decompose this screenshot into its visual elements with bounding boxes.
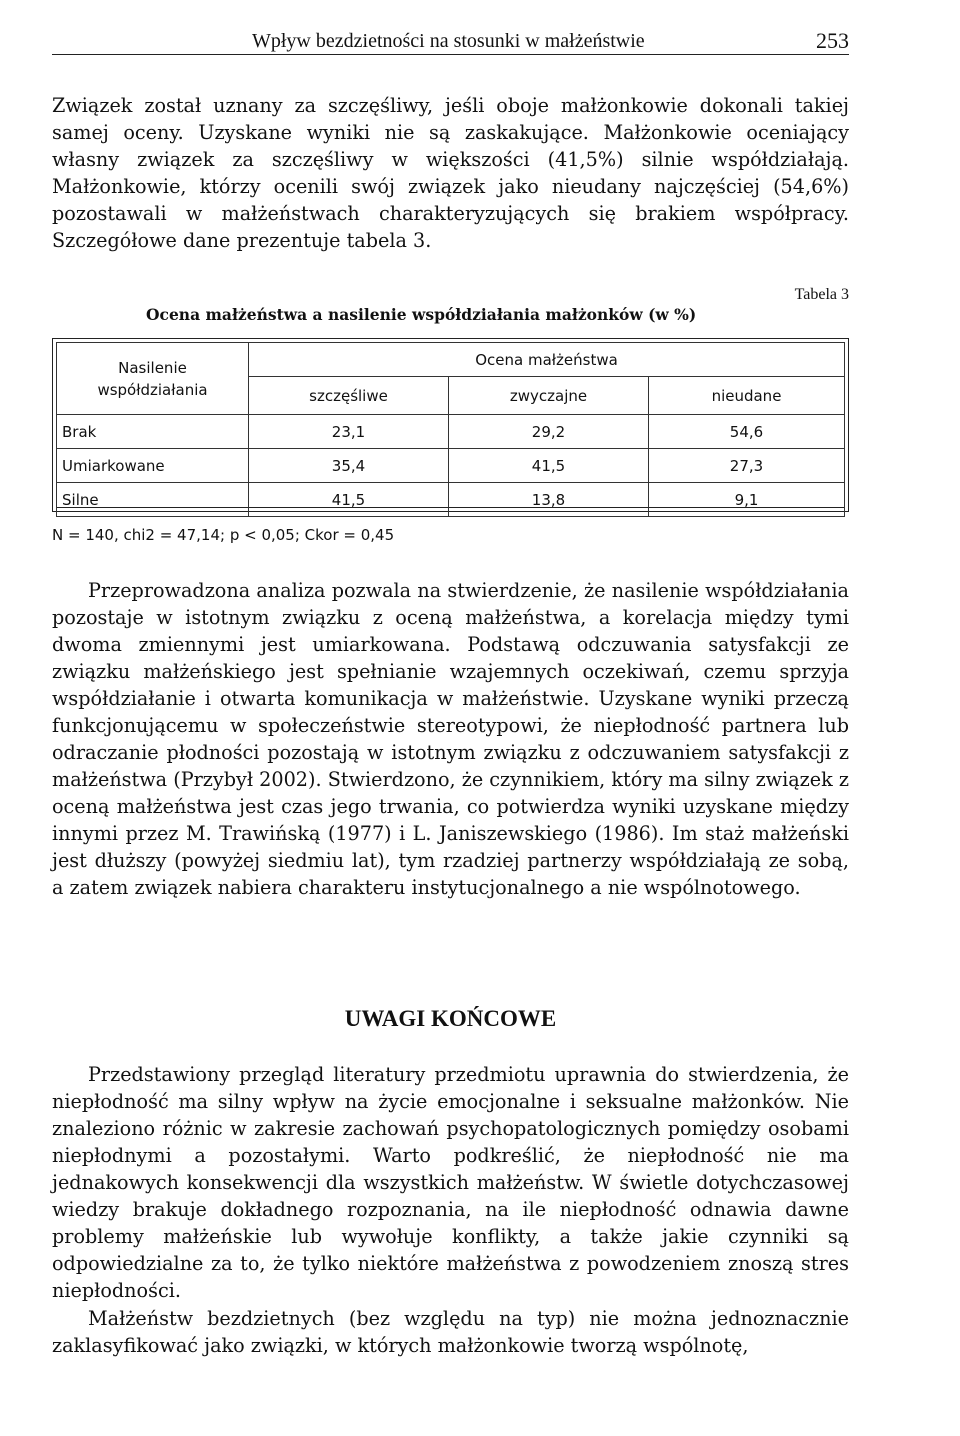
row-label: Silne: [57, 483, 249, 517]
table-cell: 29,2: [449, 415, 649, 449]
running-title: Wpływ bezdzietności na stosunki w małżeństwie: [252, 30, 645, 52]
row-header-cell: Nasilenie współdziałania: [57, 343, 249, 415]
column-header: nieudane: [649, 377, 845, 415]
paragraph-conclusions: Przedstawiony przegląd literatury przedmiotu uprawnia do stwierdzenia, że niepłodność ma silny wpływ na życie emocjonalne i seksualne małżonków. Nie znaleziono różnic w zakresie zachowań psychopatologicznych pomiędzy osobami niepłodnymi a pozostałymi. Warto podkreślić, że niepłodność nie ma jednakowych konsekwencji dla wszystkich małżeństw. W świetle dotychczasowej wiedzy brakuje dokładnego rozpoznania, na ile niepłodność odnawia dawne problemy małżeńskie lub wywołuje konflikty, a także jakie czynniki są odpowiedzialne za to, że tylko niektóre małżeństwa z powodzeniem znoszą stres niepłodności.: [52, 1063, 849, 1302]
paragraph-continuation: Małżeństw bezdzietnych (bez względu na typ) nie można jednoznacznie zaklasyfikować jako związki, w których małżonkowie tworzą wspólnotę,: [52, 1307, 849, 1357]
page-number: 253: [816, 28, 849, 53]
table-cell: 13,8: [449, 483, 649, 517]
table-stats-note: N = 140, chi2 = 47,14; p < 0,05; Ckor = 0,45: [52, 526, 395, 544]
table-cell: 35,4: [249, 449, 449, 483]
table-cell: 54,6: [649, 415, 845, 449]
row-label: Brak: [57, 415, 249, 449]
table-cell: 41,5: [449, 449, 649, 483]
table-row: [57, 483, 845, 517]
table-frame: [52, 338, 849, 512]
table-number: Tabela 3: [794, 286, 849, 303]
table-cell: 23,1: [249, 415, 449, 449]
column-header: szczęśliwe: [249, 377, 449, 415]
group-header-cell: Ocena małżeństwa: [249, 343, 845, 377]
paragraph-intro: Związek został uznany za szczęśliwy, jeśli oboje małżonkowie dokonali takiej samej oceny. Uzyskane wyniki nie są zaskakujące. Małżonkowie oceniający własny związek za szczęśliwy w większości (41,5%) silnie współdziałają. Małżonkowie, którzy ocenili swój związek jako nieudany najczęściej (54,6%) pozostawali w małżeństwach charakteryzujących się brakiem współpracy. Szczegółowe dane prezentuje tabela 3.: [52, 94, 849, 252]
table-cell: 9,1: [649, 483, 845, 517]
running-header: [52, 28, 849, 55]
table-title: Ocena małżeństwa a nasilenie współdziałania małżonków (w %): [146, 305, 697, 324]
paragraph-analysis: Przeprowadzona analiza pozwala na stwierdzenie, że nasilenie współdziałania pozostaje w istotnym związku z oceną małżeństwa, a korelacja między tymi dwoma zmiennymi jest umiarkowana. Podstawą odczuwania satysfakcji ze związku małżeńskiego jest spełnianie wzajemnych oczekiwań, czemu sprzyja współdziałanie i otwarta komunikacja w małżeństwie. Uzyskane wyniki przeczą funkcjonującemu w społeczeństwie stereotypowi, że niepłodność partnera lub odraczanie płodności pozostają w istotnym związku z odczuwaniem satysfakcji z małżeństwa (Przybył 2002). Stwierdzono, że czynnikiem, który ma silny związek z oceną małżeństwa jest czas jego trwania, co potwierdza wyniki uzyskane między innymi przez M. Trawińską (1977) i L. Janiszewskiego (1986). Im staż małżeński jest dłuższy (powyżej siedmiu lat), tym rzadziej partnerzy współdziałają ze sobą, a zatem związek nabiera charakteru instytucjonalnego a nie wspólnotowego.: [52, 579, 849, 899]
data-table: [56, 342, 845, 517]
table-cell: 41,5: [249, 483, 449, 517]
row-label: Umiarkowane: [57, 449, 249, 483]
table-row: [57, 449, 845, 483]
table-cell: 27,3: [649, 449, 845, 483]
column-header: zwyczajne: [449, 377, 649, 415]
table-row: [57, 415, 845, 449]
section-heading: UWAGI KOŃCOWE: [344, 1006, 557, 1031]
